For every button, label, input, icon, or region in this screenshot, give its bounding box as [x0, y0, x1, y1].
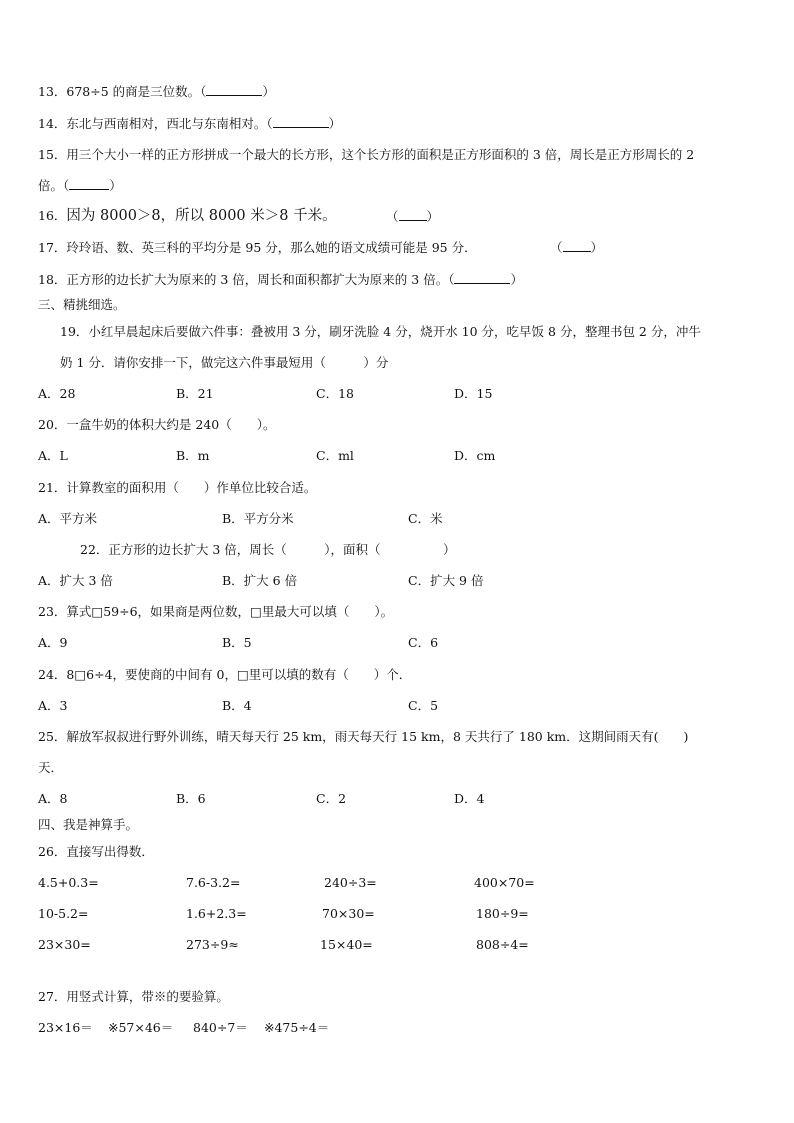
option-b[interactable]: B．m: [176, 448, 210, 463]
question-16: [38, 208, 337, 224]
option-d[interactable]: D．cm: [454, 448, 496, 463]
calc-item: 23×16＝: [38, 1020, 93, 1035]
option-a[interactable]: A．9: [38, 635, 68, 650]
option-c[interactable]: C．ml: [316, 448, 354, 463]
option-c[interactable]: C．2: [316, 791, 347, 806]
question-17-bracket: （ ）: [550, 240, 604, 255]
calc-item: 15×40=: [320, 937, 373, 952]
question-25-line2: 天．: [38, 760, 64, 775]
calc-item: 808÷4=: [476, 937, 529, 952]
option-b[interactable]: B．平方分米: [222, 511, 294, 526]
question-17: [38, 240, 477, 256]
question-25: 25．解放军叔叔进行野外训练，晴天每天行 25 km，雨天每天行 15 km，8 天共行了 180 km．这期间雨天有( ): [38, 729, 689, 744]
calc-item: 4.5+0.3=: [38, 875, 99, 890]
calc-item: 70×30=: [322, 906, 375, 921]
option-d[interactable]: D．4: [454, 791, 485, 806]
answer-blank[interactable]: [273, 116, 329, 128]
option-a[interactable]: A．3: [38, 698, 68, 713]
question-26: 26．直接写出得数．: [38, 844, 154, 859]
option-a[interactable]: A．8: [38, 791, 68, 806]
calc-item: 23×30=: [38, 937, 91, 952]
question-19: 19．小红早晨起床后要做六件事：叠被用 3 分，刷牙洗脸 4 分，烧开水 10 分，吃早饭 8 分，整理书包 2 分，冲牛: [60, 324, 701, 339]
question-number: 14．: [38, 116, 67, 131]
section-heading-4: 四、我是神算手。: [38, 817, 139, 832]
question-14: 14．东北与西南相对，西北与东南相对。（ ）: [38, 116, 342, 131]
calc-item: 840÷7＝: [193, 1020, 248, 1035]
calc-item: 273÷9≈: [186, 937, 239, 952]
option-b[interactable]: B．21: [176, 386, 214, 401]
question-text: 因为 8000＞8，所以 8000 米＞8 千米。: [66, 208, 337, 224]
option-b[interactable]: B．扩大 6 倍: [222, 573, 298, 588]
section-heading-3: 三、精挑细选。: [38, 297, 126, 312]
answer-blank[interactable]: [454, 272, 510, 284]
question-24: 24．8□6÷4，要使商的中间有 0，□里可以填的数有（ ）个．: [38, 667, 412, 682]
question-text: 东北与西南相对，西北与东南相对。（: [66, 116, 273, 131]
option-a[interactable]: A．扩大 3 倍: [38, 573, 113, 588]
answer-blank[interactable]: [69, 178, 109, 190]
question-text: 678÷5 的商是三位数。（: [66, 84, 207, 99]
question-23: 23．算式□59÷6，如果商是两位数，□里最大可以填（ ）。: [38, 604, 394, 619]
option-b[interactable]: B．6: [176, 791, 206, 806]
option-b[interactable]: B．5: [222, 635, 252, 650]
question-text: 正方形的边长扩大为原来的 3 倍，周长和面积都扩大为原来的 3 倍。（: [66, 272, 455, 287]
question-18: 18．正方形的边长扩大为原来的 3 倍，周长和面积都扩大为原来的 3 倍。（ ）: [38, 272, 523, 287]
option-a[interactable]: A．L: [38, 448, 68, 463]
option-c[interactable]: C．5: [408, 698, 439, 713]
option-b[interactable]: B．4: [222, 698, 252, 713]
calc-item: 1.6+2.3=: [186, 906, 247, 921]
question-16-bracket: （ ）: [386, 209, 440, 224]
answer-blank[interactable]: [399, 209, 427, 221]
calc-item: 240÷3=: [324, 875, 377, 890]
calc-item: ※475÷4＝: [264, 1020, 330, 1035]
calc-item: 180÷9=: [476, 906, 529, 921]
option-a[interactable]: A．平方米: [38, 511, 98, 526]
option-c[interactable]: C．18: [316, 386, 354, 401]
question-13: 13．678÷5 的商是三位数。（ ）: [38, 84, 275, 99]
question-number: 18．: [38, 272, 67, 287]
question-15-line2: 倍。（ ）: [38, 178, 122, 193]
question-number: 15．: [38, 147, 67, 162]
question-text: 玲玲语、数、英三科的平均分是 95 分，那么她的语文成绩可能是 95 分．: [66, 240, 477, 255]
calc-item: 400×70=: [474, 875, 535, 890]
question-21: 21．计算教室的面积用（ ）作单位比较合适。: [38, 480, 317, 495]
question-number: 16．: [38, 208, 67, 223]
question-text: 用三个大小一样的正方形拼成一个最大的长方形，这个长方形的面积是正方形面积的 3 倍，周长是正方形周长的 2: [66, 147, 695, 162]
option-c[interactable]: C．米: [408, 511, 443, 526]
question-27: 27．用竖式计算，带※的要验算。: [38, 989, 229, 1004]
question-15: [38, 147, 694, 163]
answer-blank[interactable]: [563, 240, 591, 252]
calc-item: 7.6-3.2=: [186, 875, 241, 890]
question-20: 20．一盒牛奶的体积大约是 240（ ）。: [38, 417, 276, 432]
question-22: 22．正方形的边长扩大 3 倍，周长（ ），面积（ ）: [80, 542, 456, 557]
option-d[interactable]: D．15: [454, 386, 493, 401]
question-text: 倍。（: [38, 178, 70, 193]
option-c[interactable]: C．6: [408, 635, 439, 650]
question-number: 17．: [38, 240, 67, 255]
option-a[interactable]: A．28: [38, 386, 76, 401]
option-c[interactable]: C．扩大 9 倍: [408, 573, 484, 588]
question-19-line2: 奶 1 分．请你安排一下，做完这六件事最短用（ ）分: [60, 355, 389, 370]
question-number: 13．: [38, 84, 67, 99]
calc-item: ※57×46＝: [108, 1020, 174, 1035]
calc-item: 10-5.2=: [38, 906, 89, 921]
answer-blank[interactable]: [206, 84, 262, 96]
